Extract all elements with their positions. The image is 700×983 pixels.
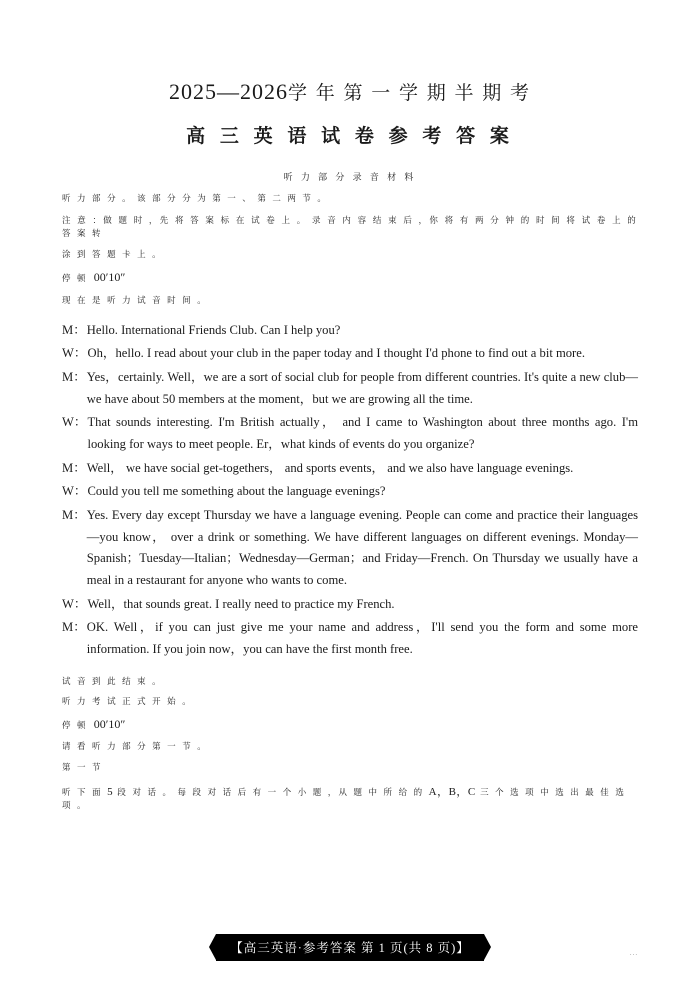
outro-line-1: 试 音 到 此 结 束 。 [62,675,163,686]
speaker-label: W： [62,415,87,430]
dialogue-turn [62,505,638,592]
instructions-options: A，B，C [428,785,476,798]
speaker-label: M： [62,322,86,337]
page-footer [0,934,700,961]
utterance-text: Could you tell me something about the language evenings? [87,484,386,499]
utterance-text: Well， we have social get-togethers， and sports events， and we also have language evenings. [86,460,574,475]
instructions-part-c: 三 个 选 项 中 选 出 最 佳 选 项 。 [62,786,627,810]
utterance-text: Well，that sounds great. I really need to practice my French. [87,596,395,611]
outro-line-2: 听 力 考 试 正 式 开 始 。 [62,696,193,707]
dialogue-turn [62,320,638,342]
intro-line-1: 听 力 部 分 。 该 部 分 分 为 第 一 、 第 二 两 节 。 [62,193,329,203]
page-title [62,78,638,105]
pause-duration: 00′10″ [93,717,126,732]
outro-section-one-label: 第 一 节 [62,761,103,772]
utterance-text: Hello. International Friends Club. Can I help you? [86,322,341,337]
intro-pause [62,270,638,285]
utterance-text: Yes，certainly. Well，we are a sort of social club for people from different countries. It's quite a new club—we have about 50 members at the moment，but we are growing all the time. [86,370,638,406]
footer-page-label: 【高三英语·参考答案 第 1 页(共 8 页)】 [216,934,484,961]
intro-line-2: 注 意 ：做 题 时 ，先 将 答 案 标 在 试 卷 上 。 录 音 内 容 结 束 后 ，你 将 有 两 分 钟 的 时 间 将 试 卷 上 的 答 案 转 [62,214,638,238]
speaker-label: W： [62,484,87,499]
speaker-label: M： [62,460,86,475]
page-subtitle: 高 三 英 语 试 卷 参 考 答 案 [186,126,514,147]
outro-block [62,675,638,811]
footer-code: ··· [629,951,638,959]
speaker-label: M： [62,370,86,385]
utterance-text: Yes. Every day except Thursday we have a language evening. People can come and practice their languages—you know， over a drink or something. We have different languages on different evenings. Monday—Spanish；Tuesday—Italian；Wednesday—German；and Friday—French. On Thursday we usually have a meal in a restaurant for anyone who wants to come. [86,508,638,587]
school-year: 2025—2026 [168,79,288,104]
pause-label: 停 顿 [62,273,88,283]
speaker-label: W： [62,346,87,361]
outro-line-3: 请 看 听 力 部 分 第 一 节 。 [62,741,208,752]
outro-instructions [62,783,638,811]
instructions-count: 5 [107,785,114,798]
outro-pause [62,717,638,732]
dialogue-turn [62,617,638,660]
speaker-label: M： [62,620,86,635]
dialogue-turn [62,367,638,410]
pause-label: 停 顿 [62,720,88,731]
utterance-text: OK. Well，if you can just give me your name and address，I'll send you the form and some more information. If you join now，you can have the first month free. [86,620,638,656]
speaker-label: M： [62,508,86,522]
speaker-label: W： [62,596,87,611]
dialogue-turn [62,458,638,480]
dialogue-turn [62,343,638,365]
intro-line-3: 涂 到 答 题 卡 上 。 [62,249,163,260]
dialogue-turn [62,412,638,455]
intro-line-4: 现 在 是 听 力 试 音 时 间 。 [62,295,208,305]
listening-section-heading: 听 力 部 分 录 音 材 料 [283,172,417,182]
dialogue-turn [62,594,638,616]
pause-duration: 00′10″ [93,270,126,284]
dialogue-turn [62,481,638,503]
utterance-text: That sounds interesting. I'm British actually， and I came to Washington about three months ago. I'm looking for ways to meet people. Er，what kinds of events do you organize? [87,415,638,452]
instructions-part-b: 段 对 话 。 每 段 对 话 后 有 一 个 小 题 ，从 题 中 所 给 的 [117,786,425,797]
exam-title-rest: 学 年 第 一 学 期 半 期 考 [287,83,531,104]
dialogue-transcript [62,320,638,661]
instructions-part-a: 听 下 面 [62,786,103,797]
utterance-text: Oh，hello. I read about your club in the paper today and I thought I'd phone to find out a bit more. [87,346,585,361]
